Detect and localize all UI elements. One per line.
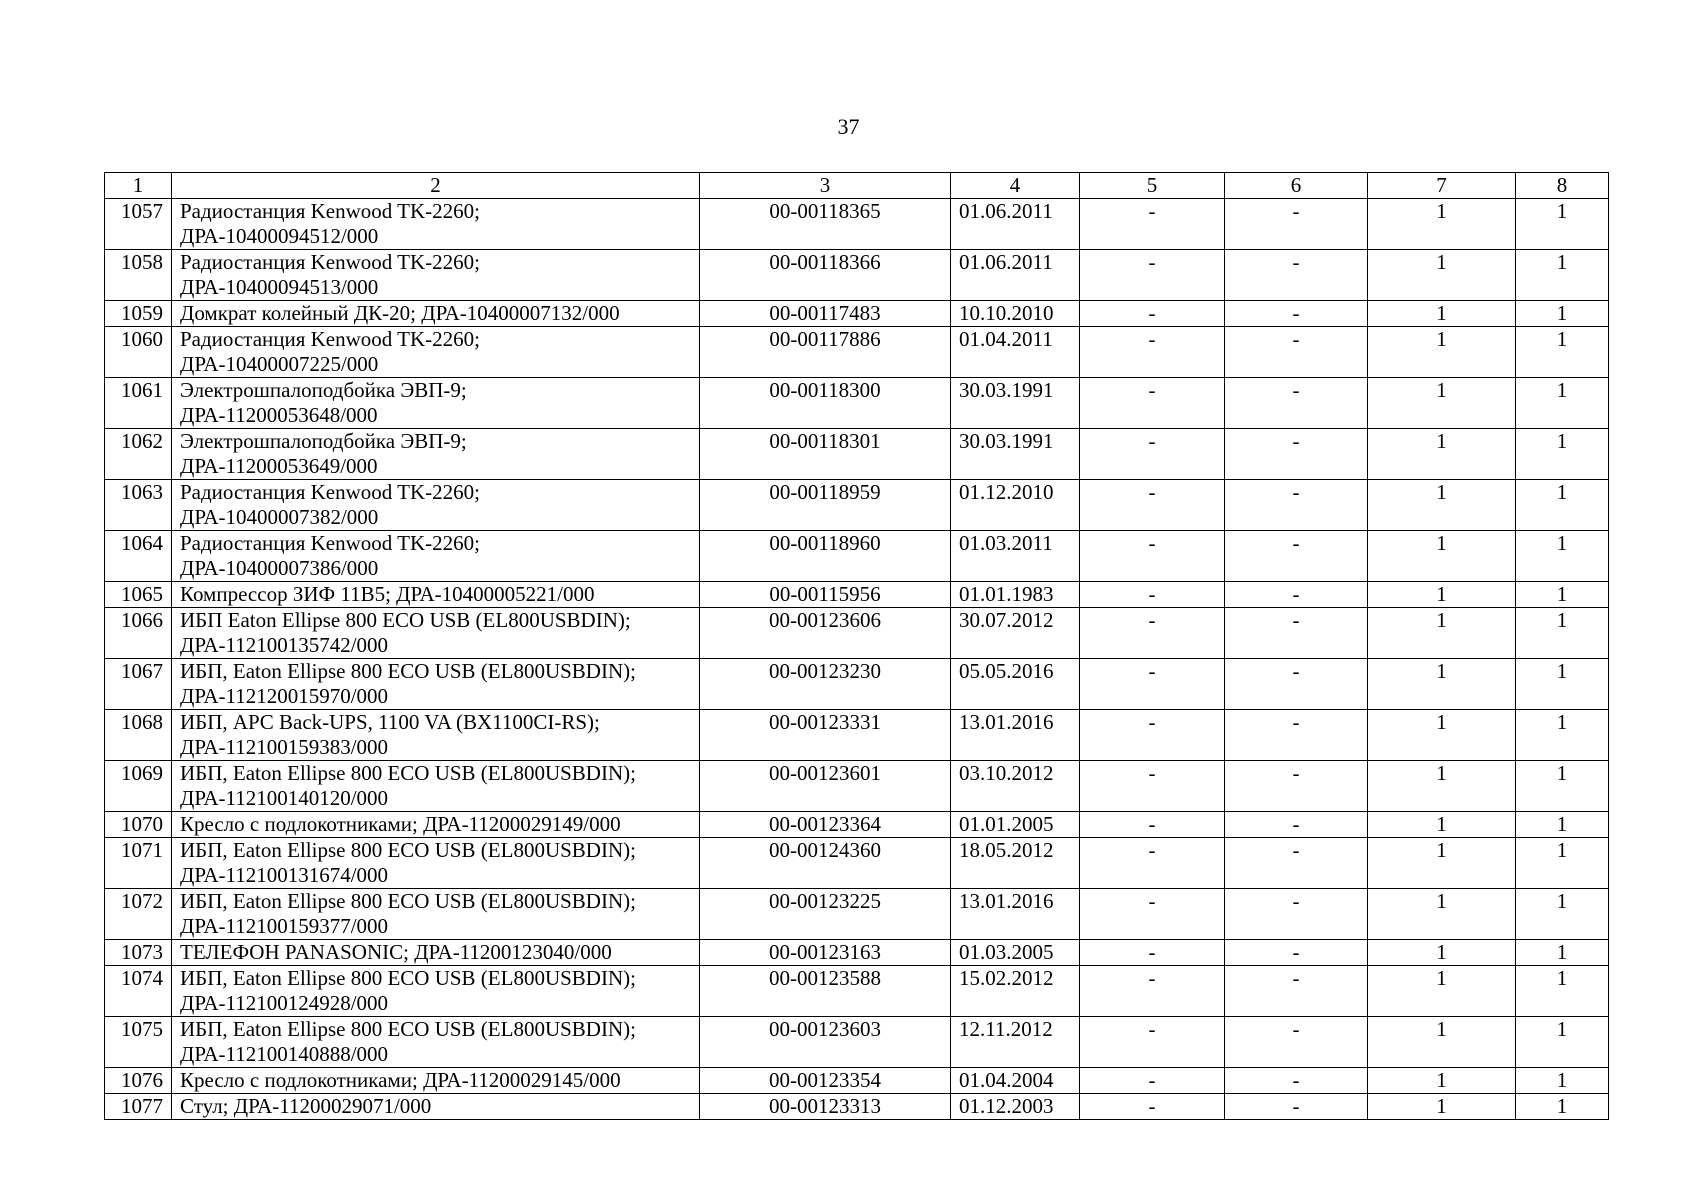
column-header: 4 [951, 173, 1080, 199]
column-7-cell: 1 [1368, 429, 1516, 480]
column-7-cell: 1 [1368, 480, 1516, 531]
date-cell: 13.01.2016 [951, 710, 1080, 761]
column-6-cell: - [1225, 1094, 1368, 1120]
row-number: 1072 [105, 889, 172, 940]
table-row [105, 301, 1609, 327]
column-8-cell: 1 [1516, 761, 1609, 812]
row-number: 1065 [105, 582, 172, 608]
column-8-cell: 1 [1516, 659, 1609, 710]
inventory-code: 00-00123606 [700, 608, 951, 659]
column-8-cell: 1 [1516, 838, 1609, 889]
table-row [105, 966, 1609, 1017]
date-cell: 30.07.2012 [951, 608, 1080, 659]
column-7-cell: 1 [1368, 761, 1516, 812]
table-row [105, 761, 1609, 812]
column-6-cell: - [1225, 940, 1368, 966]
date-cell: 01.03.2005 [951, 940, 1080, 966]
inventory-code: 00-00123364 [700, 812, 951, 838]
column-7-cell: 1 [1368, 1094, 1516, 1120]
column-header: 6 [1225, 173, 1368, 199]
item-name: ИБП, Eaton Ellipse 800 ECO USB (EL800USBDIN); ДРА-112100159377/000 [172, 889, 700, 940]
table-row [105, 1017, 1609, 1068]
column-header: 1 [105, 173, 172, 199]
column-5-cell: - [1080, 812, 1225, 838]
column-8-cell: 1 [1516, 1068, 1609, 1094]
inventory-code: 00-00123354 [700, 1068, 951, 1094]
item-name: Радиостанция Kenwood TK-2260; ДРА-10400007386/000 [172, 531, 700, 582]
column-5-cell: - [1080, 327, 1225, 378]
column-7-cell: 1 [1368, 838, 1516, 889]
inventory-code: 00-00118301 [700, 429, 951, 480]
row-number: 1077 [105, 1094, 172, 1120]
inventory-code: 00-00124360 [700, 838, 951, 889]
date-cell: 01.01.2005 [951, 812, 1080, 838]
inventory-code: 00-00123331 [700, 710, 951, 761]
item-name: Домкрат колейный ДК-20; ДРА-10400007132/000 [172, 301, 700, 327]
column-7-cell: 1 [1368, 966, 1516, 1017]
column-8-cell: 1 [1516, 378, 1609, 429]
row-number: 1057 [105, 199, 172, 250]
column-8-cell: 1 [1516, 582, 1609, 608]
column-5-cell: - [1080, 378, 1225, 429]
table-row [105, 659, 1609, 710]
table-row [105, 531, 1609, 582]
page-number: 37 [837, 114, 860, 139]
row-number: 1060 [105, 327, 172, 378]
column-6-cell: - [1225, 301, 1368, 327]
date-cell: 05.05.2016 [951, 659, 1080, 710]
item-name: Радиостанция Kenwood TK-2260; ДРА-10400094512/000 [172, 199, 700, 250]
column-8-cell: 1 [1516, 966, 1609, 1017]
item-name: Радиостанция Kenwood TK-2260; ДРА-10400007225/000 [172, 327, 700, 378]
date-cell: 30.03.1991 [951, 429, 1080, 480]
item-name: Кресло с подлокотниками; ДРА-11200029145/000 [172, 1068, 700, 1094]
table-row [105, 812, 1609, 838]
column-6-cell: - [1225, 1017, 1368, 1068]
table-row [105, 710, 1609, 761]
row-number: 1071 [105, 838, 172, 889]
item-name: Электрошпалоподбойка ЭВП-9; ДРА-11200053649/000 [172, 429, 700, 480]
column-6-cell: - [1225, 889, 1368, 940]
column-5-cell: - [1080, 838, 1225, 889]
column-7-cell: 1 [1368, 889, 1516, 940]
item-name: ИБП, Eaton Ellipse 800 ECO USB (EL800USBDIN); ДРА-112120015970/000 [172, 659, 700, 710]
column-7-cell: 1 [1368, 608, 1516, 659]
inventory-code: 00-00117886 [700, 327, 951, 378]
row-number: 1069 [105, 761, 172, 812]
row-number: 1067 [105, 659, 172, 710]
row-number: 1058 [105, 250, 172, 301]
inventory-code: 00-00123163 [700, 940, 951, 966]
column-7-cell: 1 [1368, 301, 1516, 327]
column-6-cell: - [1225, 531, 1368, 582]
column-5-cell: - [1080, 531, 1225, 582]
date-cell: 10.10.2010 [951, 301, 1080, 327]
table-row [105, 1094, 1609, 1120]
column-7-cell: 1 [1368, 327, 1516, 378]
date-cell: 30.03.1991 [951, 378, 1080, 429]
column-7-cell: 1 [1368, 250, 1516, 301]
row-number: 1059 [105, 301, 172, 327]
column-7-cell: 1 [1368, 659, 1516, 710]
column-8-cell: 1 [1516, 1094, 1609, 1120]
column-5-cell: - [1080, 582, 1225, 608]
date-cell: 03.10.2012 [951, 761, 1080, 812]
item-name: ИБП, Eaton Ellipse 800 ECO USB (EL800USBDIN); ДРА-112100140888/000 [172, 1017, 700, 1068]
column-5-cell: - [1080, 608, 1225, 659]
column-7-cell: 1 [1368, 812, 1516, 838]
column-6-cell: - [1225, 608, 1368, 659]
column-5-cell: - [1080, 1017, 1225, 1068]
column-8-cell: 1 [1516, 1017, 1609, 1068]
item-name: Кресло с подлокотниками; ДРА-11200029149/000 [172, 812, 700, 838]
column-8-cell: 1 [1516, 889, 1609, 940]
column-8-cell: 1 [1516, 812, 1609, 838]
inventory-code: 00-00118960 [700, 531, 951, 582]
table-row [105, 838, 1609, 889]
column-8-cell: 1 [1516, 327, 1609, 378]
column-7-cell: 1 [1368, 940, 1516, 966]
inventory-code: 00-00123225 [700, 889, 951, 940]
date-cell: 01.04.2011 [951, 327, 1080, 378]
date-cell: 18.05.2012 [951, 838, 1080, 889]
item-name: ИБП Eaton Ellipse 800 ECO USB (EL800USBDIN); ДРА-112100135742/000 [172, 608, 700, 659]
inventory-table [104, 172, 1609, 1120]
column-8-cell: 1 [1516, 301, 1609, 327]
column-6-cell: - [1225, 966, 1368, 1017]
column-5-cell: - [1080, 710, 1225, 761]
column-6-cell: - [1225, 582, 1368, 608]
table-row [105, 582, 1609, 608]
column-6-cell: - [1225, 812, 1368, 838]
inventory-code: 00-00118365 [700, 199, 951, 250]
row-number: 1074 [105, 966, 172, 1017]
table-row [105, 250, 1609, 301]
item-name: Стул; ДРА-11200029071/000 [172, 1094, 700, 1120]
column-7-cell: 1 [1368, 1017, 1516, 1068]
item-name: ИБП, Eaton Ellipse 800 ECO USB (EL800USBDIN); ДРА-112100124928/000 [172, 966, 700, 1017]
inventory-code: 00-00123603 [700, 1017, 951, 1068]
column-7-cell: 1 [1368, 531, 1516, 582]
column-5-cell: - [1080, 889, 1225, 940]
column-5-cell: - [1080, 761, 1225, 812]
column-8-cell: 1 [1516, 250, 1609, 301]
column-6-cell: - [1225, 838, 1368, 889]
row-number: 1068 [105, 710, 172, 761]
item-name: Компрессор ЗИФ 11В5; ДРА-10400005221/000 [172, 582, 700, 608]
column-5-cell: - [1080, 659, 1225, 710]
column-5-cell: - [1080, 1068, 1225, 1094]
column-8-cell: 1 [1516, 710, 1609, 761]
column-8-cell: 1 [1516, 940, 1609, 966]
table-row [105, 608, 1609, 659]
column-8-cell: 1 [1516, 531, 1609, 582]
column-header: 2 [172, 173, 700, 199]
inventory-code: 00-00118366 [700, 250, 951, 301]
row-number: 1061 [105, 378, 172, 429]
date-cell: 01.12.2010 [951, 480, 1080, 531]
table-row [105, 327, 1609, 378]
date-cell: 01.01.1983 [951, 582, 1080, 608]
row-number: 1063 [105, 480, 172, 531]
row-number: 1073 [105, 940, 172, 966]
table-row [105, 199, 1609, 250]
row-number: 1064 [105, 531, 172, 582]
row-number: 1066 [105, 608, 172, 659]
table-row [105, 378, 1609, 429]
date-cell: 01.04.2004 [951, 1068, 1080, 1094]
column-6-cell: - [1225, 1068, 1368, 1094]
column-header: 3 [700, 173, 951, 199]
row-number: 1075 [105, 1017, 172, 1068]
column-5-cell: - [1080, 250, 1225, 301]
date-cell: 15.02.2012 [951, 966, 1080, 1017]
inventory-code: 00-00123230 [700, 659, 951, 710]
item-name: Радиостанция Kenwood TK-2260; ДРА-10400094513/000 [172, 250, 700, 301]
row-number: 1076 [105, 1068, 172, 1094]
column-5-cell: - [1080, 301, 1225, 327]
column-6-cell: - [1225, 250, 1368, 301]
column-header: 8 [1516, 173, 1609, 199]
column-7-cell: 1 [1368, 199, 1516, 250]
column-7-cell: 1 [1368, 1068, 1516, 1094]
column-5-cell: - [1080, 940, 1225, 966]
column-5-cell: - [1080, 1094, 1225, 1120]
date-cell: 13.01.2016 [951, 889, 1080, 940]
column-6-cell: - [1225, 480, 1368, 531]
column-5-cell: - [1080, 199, 1225, 250]
column-6-cell: - [1225, 199, 1368, 250]
table-row [105, 940, 1609, 966]
column-6-cell: - [1225, 710, 1368, 761]
column-6-cell: - [1225, 327, 1368, 378]
column-7-cell: 1 [1368, 710, 1516, 761]
inventory-code: 00-00118300 [700, 378, 951, 429]
table-row [105, 480, 1609, 531]
item-name: Радиостанция Kenwood TK-2260; ДРА-10400007382/000 [172, 480, 700, 531]
inventory-code: 00-00117483 [700, 301, 951, 327]
item-name: ИБП, APC Back-UPS, 1100 VA (BX1100CI-RS); ДРА-112100159383/000 [172, 710, 700, 761]
date-cell: 01.06.2011 [951, 199, 1080, 250]
column-7-cell: 1 [1368, 582, 1516, 608]
column-8-cell: 1 [1516, 608, 1609, 659]
date-cell: 01.12.2003 [951, 1094, 1080, 1120]
column-7-cell: 1 [1368, 378, 1516, 429]
date-cell: 01.03.2011 [951, 531, 1080, 582]
column-5-cell: - [1080, 429, 1225, 480]
row-number: 1062 [105, 429, 172, 480]
date-cell: 12.11.2012 [951, 1017, 1080, 1068]
inventory-code: 00-00123313 [700, 1094, 951, 1120]
column-5-cell: - [1080, 966, 1225, 1017]
table-row [105, 1068, 1609, 1094]
item-name: ИБП, Eaton Ellipse 800 ECO USB (EL800USBDIN); ДРА-112100131674/000 [172, 838, 700, 889]
inventory-code: 00-00115956 [700, 582, 951, 608]
table-body [105, 199, 1609, 1120]
inventory-code: 00-00123588 [700, 966, 951, 1017]
item-name: ИБП, Eaton Ellipse 800 ECO USB (EL800USBDIN); ДРА-112100140120/000 [172, 761, 700, 812]
column-8-cell: 1 [1516, 480, 1609, 531]
column-6-cell: - [1225, 378, 1368, 429]
column-6-cell: - [1225, 659, 1368, 710]
column-6-cell: - [1225, 761, 1368, 812]
item-name: ТЕЛЕФОН PANASONIC; ДРА-11200123040/000 [172, 940, 700, 966]
column-5-cell: - [1080, 480, 1225, 531]
column-8-cell: 1 [1516, 429, 1609, 480]
column-header: 5 [1080, 173, 1225, 199]
header-row [105, 173, 1609, 199]
row-number: 1070 [105, 812, 172, 838]
column-header: 7 [1368, 173, 1516, 199]
column-8-cell: 1 [1516, 199, 1609, 250]
inventory-code: 00-00118959 [700, 480, 951, 531]
date-cell: 01.06.2011 [951, 250, 1080, 301]
inventory-code: 00-00123601 [700, 761, 951, 812]
item-name: Электрошпалоподбойка ЭВП-9; ДРА-11200053648/000 [172, 378, 700, 429]
table-row [105, 429, 1609, 480]
table-row [105, 889, 1609, 940]
column-6-cell: - [1225, 429, 1368, 480]
